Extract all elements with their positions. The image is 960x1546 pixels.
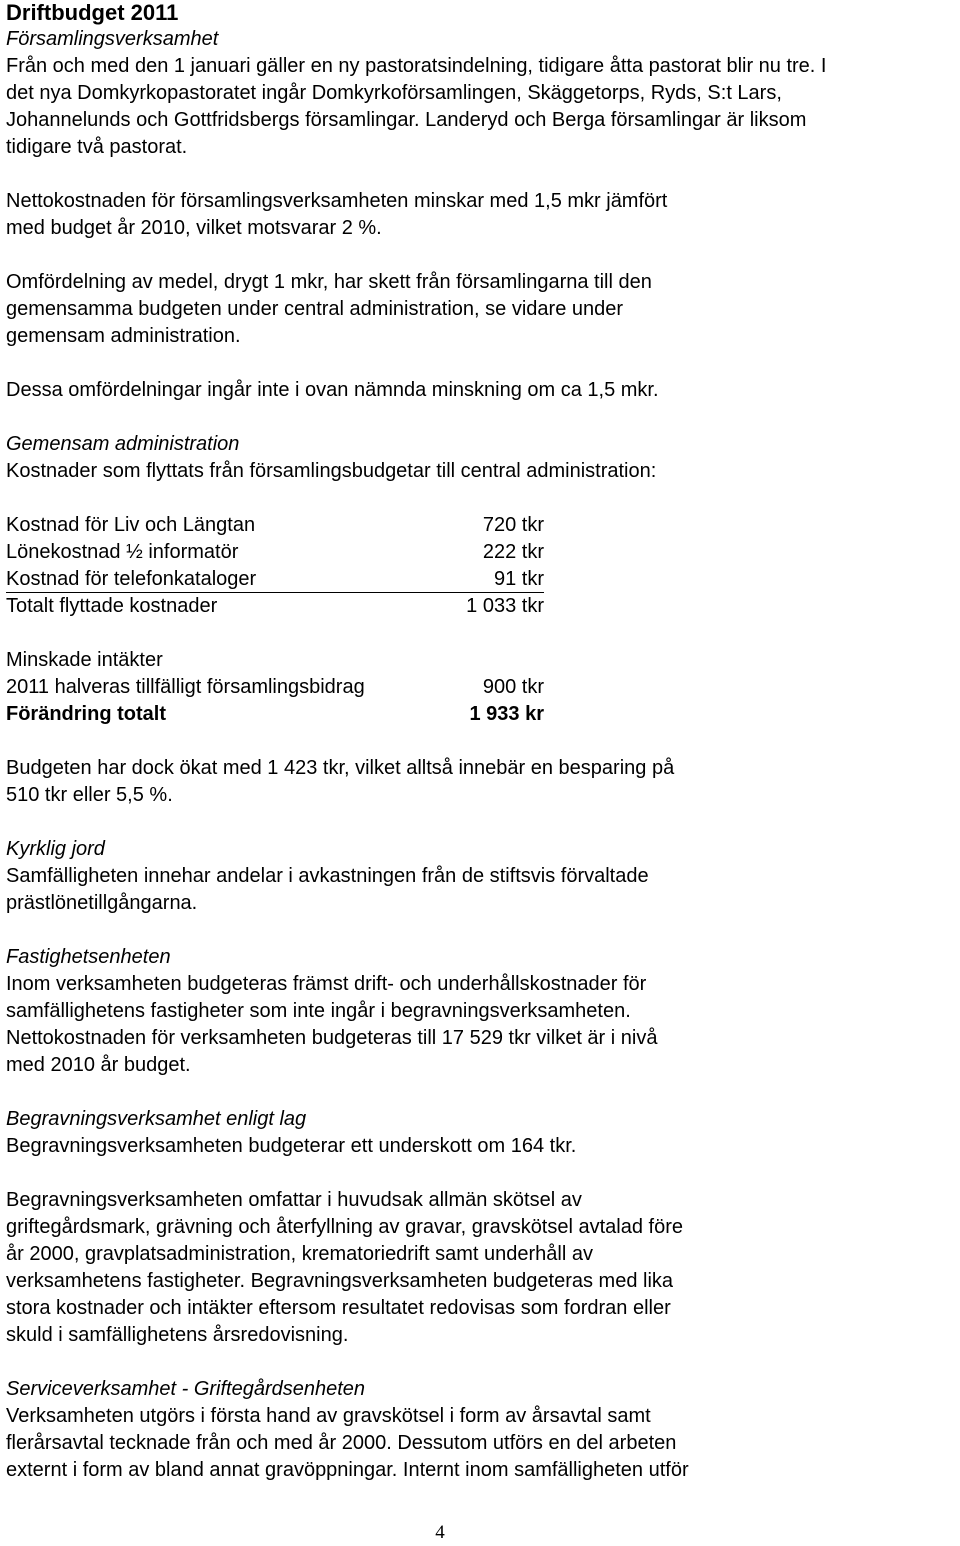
text-line: externt i form av bland annat gravöppningar. Internt inom samfälligheten utför <box>6 1459 689 1481</box>
paragraph <box>6 755 952 809</box>
row-label: Kostnad för telefonkataloger <box>6 568 257 590</box>
table-row <box>6 566 544 593</box>
paragraph <box>6 1403 952 1484</box>
text-line: tidigare två pastorat. <box>6 136 188 158</box>
text-line: Dessa omfördelningar ingår inte i ovan nämnda minskning om ca 1,5 mkr. <box>6 379 659 401</box>
text-line: Johannelunds och Gottfridsbergs församlingar. Landeryd och Berga församlingar är liksom <box>6 109 807 131</box>
text-line: Nettokostnaden för församlingsverksamheten minskar med 1,5 mkr jämfört <box>6 190 668 212</box>
text-line: år 2000, gravplatsadministration, krematoriedrift samt underhåll av <box>6 1243 593 1265</box>
text-line: 510 tkr eller 5,5 %. <box>6 784 173 806</box>
text-line: verksamhetens fastigheter. Begravningsverksamheten budgeteras med lika <box>6 1270 674 1292</box>
document-page <box>6 0 952 1484</box>
text-line: Inom verksamheten budgeteras främst drift- och underhållskostnader för <box>6 973 647 995</box>
table-row <box>6 512 544 539</box>
paragraph <box>6 863 952 917</box>
table-row <box>6 674 544 701</box>
text-line: samfällighetens fastigheter som inte ingår i begravningsverksamheten. <box>6 1000 631 1022</box>
paragraph <box>6 188 952 242</box>
text-line: med 2010 år budget. <box>6 1054 191 1076</box>
text-line: med budget år 2010, vilket motsvarar 2 %. <box>6 217 382 239</box>
table-row <box>6 539 544 566</box>
cost-table <box>6 512 952 728</box>
row-label: Kostnad för Liv och Längtan <box>6 514 256 536</box>
text-line: Från och med den 1 januari gäller en ny pastoratsindelning, tidigare åtta pastorat blir nu tre. I <box>6 55 827 77</box>
table-total-row <box>6 701 544 728</box>
paragraph <box>6 1187 952 1349</box>
section-heading-kyrklig: Kyrklig jord <box>6 838 105 860</box>
row-value: 1 933 kr <box>469 703 544 725</box>
row-label: Lönekostnad ½ informatör <box>6 541 239 563</box>
text-line: gemensam administration. <box>6 325 241 347</box>
paragraph <box>6 971 952 1079</box>
text-line: griftegårdsmark, grävning och återfyllning av gravar, gravskötsel avtalad före <box>6 1216 684 1238</box>
text-line: Verksamheten utgörs i första hand av gravskötsel i form av årsavtal samt <box>6 1405 651 1427</box>
page-title: Driftbudget 2011 <box>6 0 179 25</box>
text-line: Kostnader som flyttats från församlingsbudgetar till central administration: <box>6 460 657 482</box>
text-line: Begravningsverksamheten budgeterar ett underskott om 164 tkr. <box>6 1135 577 1157</box>
row-value: 900 tkr <box>482 676 544 698</box>
text-line: Samfälligheten innehar andelar i avkastningen från de stiftsvis förvaltade <box>6 865 649 887</box>
section-heading-gemensam: Gemensam administration <box>6 433 240 455</box>
section-heading-service: Serviceverksamhet - Griftegårdsenheten <box>6 1378 366 1400</box>
text-line: det nya Domkyrkopastoratet ingår Domkyrkoförsamlingen, Skäggetorps, Ryds, S:t Lars, <box>6 82 782 104</box>
paragraph <box>6 269 952 350</box>
text-line: prästlönetillgångarna. <box>6 892 198 914</box>
row-value: 222 tkr <box>482 541 544 563</box>
text-line: gemensamma budgeten under central administration, se vidare under <box>6 298 624 320</box>
row-label: 2011 halveras tillfälligt församlingsbidrag <box>6 676 365 698</box>
row-value: 720 tkr <box>482 514 544 536</box>
section-heading-fastighet: Fastighetsenheten <box>6 946 171 968</box>
text-line: Omfördelning av medel, drygt 1 mkr, har skett från församlingarna till den <box>6 271 652 293</box>
section-heading-begravning: Begravningsverksamhet enligt lag <box>6 1108 307 1130</box>
row-label: Totalt flyttade kostnader <box>6 595 218 617</box>
text-line: stora kostnader och intäkter eftersom resultatet redovisas som fordran eller <box>6 1297 671 1319</box>
text-line: skuld i samfällighetens årsredovisning. <box>6 1324 349 1346</box>
text-line: Begravningsverksamheten omfattar i huvudsak allmän skötsel av <box>6 1189 582 1211</box>
table-subheading: Minskade intäkter <box>6 649 163 671</box>
page-number: 4 <box>435 1522 445 1543</box>
row-value: 91 tkr <box>493 568 544 590</box>
paragraph <box>6 53 952 161</box>
text-line: Nettokostnaden för verksamheten budgeteras till 17 529 tkr vilket är i nivå <box>6 1027 658 1049</box>
table-row <box>6 593 544 620</box>
text-line: Budgeten har dock ökat med 1 423 tkr, vilket alltså innebär en besparing på <box>6 757 675 779</box>
text-line: flerårsavtal tecknade från och med år 2000. Dessutom utförs en del arbeten <box>6 1432 677 1454</box>
section-heading-forsamling: Församlingsverksamhet <box>6 28 219 50</box>
row-label: Förändring totalt <box>6 703 166 725</box>
row-value: 1 033 tkr <box>466 595 544 617</box>
